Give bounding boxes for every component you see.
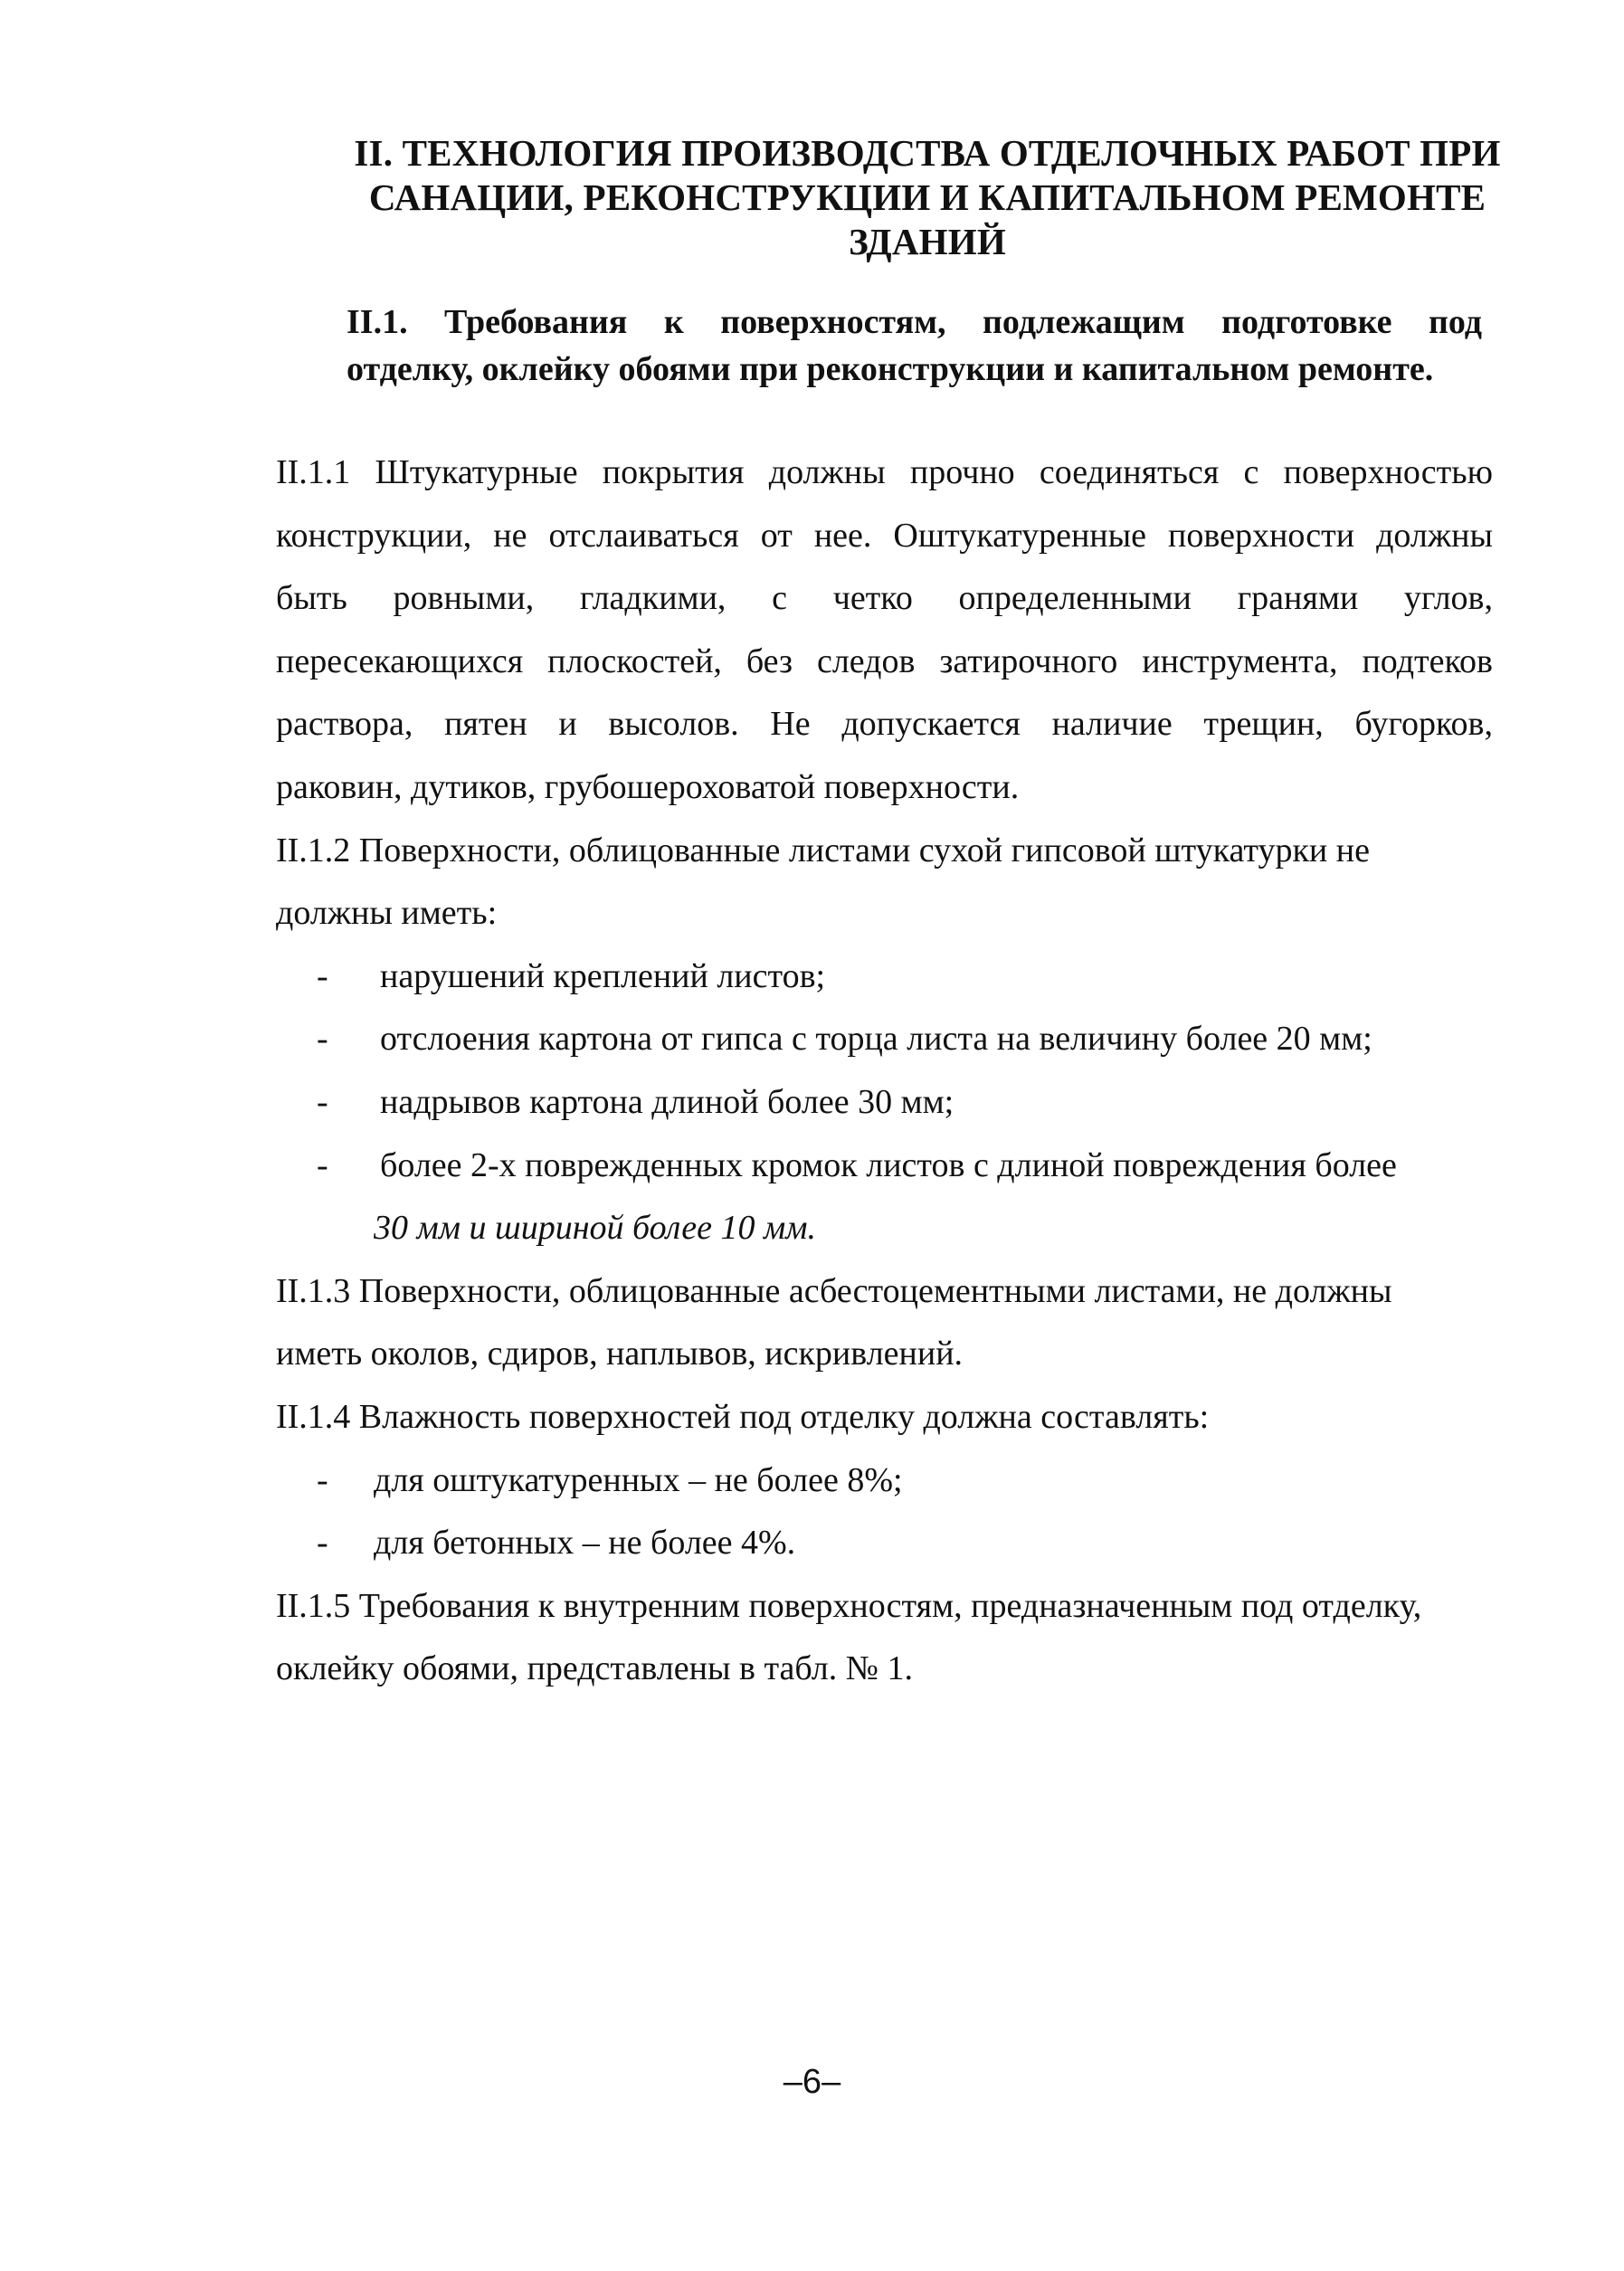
section-heading-line-2: САНАЦИИ, РЕКОНСТРУКЦИИ И КАПИТАЛЬНОМ РЕМОНТЕ [368,176,1486,218]
subsection-heading-line-2: отделку, оклейку обоями при реконструкции и капитальном ремонте. [347,350,1434,388]
list-item [276,1449,1493,1513]
paragraph-line: оклейку обоями, представлены в табл. № 1. [276,1649,913,1688]
list-item [276,1071,1493,1135]
section-heading-line-3: ЗДАНИЙ [849,221,1006,262]
paragraph-5 [276,1575,1493,1701]
paragraph-line: быть ровными, гладкими, с четко определенными гранями углов, [276,579,1493,618]
list-item-continuation: 30 мм и шириной более 10 мм. [374,1209,816,1248]
body-text [276,442,1493,1701]
paragraph-line: должны иметь: [276,894,498,933]
paragraph-line: раствора, пятен и высолов. Не допускается наличие трещин, бугорков, [276,705,1493,744]
paragraph-line: II.1.2 Поверхности, облицованные листами сухой гипсовой штукатурки не [276,831,1370,869]
list-item [276,1512,1493,1575]
section-heading-line-1: II. ТЕХНОЛОГИЯ ПРОИЗВОДСТВА ОТДЕЛОЧНЫХ РАБОТ ПРИ [354,132,1501,174]
subsection-heading [347,299,1482,393]
list-item-text: отслоения картона от гипса с торца листа на величину более 20 мм; [380,1020,1372,1059]
list-item [276,1135,1493,1198]
paragraph-line: II.1.1 Штукатурные покрытия должны прочно соединяться с поверхностью [276,453,1493,491]
bullet-dash: - [317,1082,328,1121]
paragraph-line: конструкции, не отслаиваться от нее. Оштукатуренные поверхности должны [276,516,1493,555]
paragraph-line: иметь околов, сдиров, наплывов, искривлений. [276,1335,964,1373]
subsection-heading-line-1: II.1. Требования к поверхностям, подлежащим подготовке под [347,303,1482,341]
paragraph-line: пересекающихся плоскостей, без следов затирочного инструмента, подтеков [276,641,1493,680]
paragraph-2 [276,820,1493,1260]
paragraph-line: II.1.5 Требования к внутренним поверхностям, предназначенным под отделку, [276,1586,1422,1625]
paragraph-4 [276,1386,1493,1575]
paragraph-3 [276,1260,1493,1386]
list-item-text: более 2-х поврежденных кромок листов с длиной повреждения более [380,1145,1397,1184]
paragraph-line: II.1.3 Поверхности, облицованные асбестоцементными листами, не должны [276,1271,1392,1310]
list-item-text: для бетонных – не более 4%. [374,1524,796,1563]
page-number: –6– [783,2063,841,2101]
section-heading [344,131,1511,264]
bullet-dash: - [317,1524,328,1563]
paragraph-line: II.1.4 Влажность поверхностей под отделку должна составлять: [276,1397,1210,1436]
list-item-text: надрывов картона длиной более 30 мм; [380,1082,954,1121]
list-item-text: нарушений креплений листов; [380,956,826,995]
paragraph-line: раковин, дутиков, грубошероховатой поверхности. [276,767,1020,806]
bullet-dash: - [317,1145,328,1184]
list-item [276,1008,1493,1071]
bullet-dash: - [317,1020,328,1059]
bullet-dash: - [317,956,328,995]
list-item [276,945,1493,1009]
bullet-dash: - [317,1460,328,1499]
paragraph-1 [276,442,1493,820]
list-item-text: для оштукатуренных – не более 8%; [374,1460,903,1499]
